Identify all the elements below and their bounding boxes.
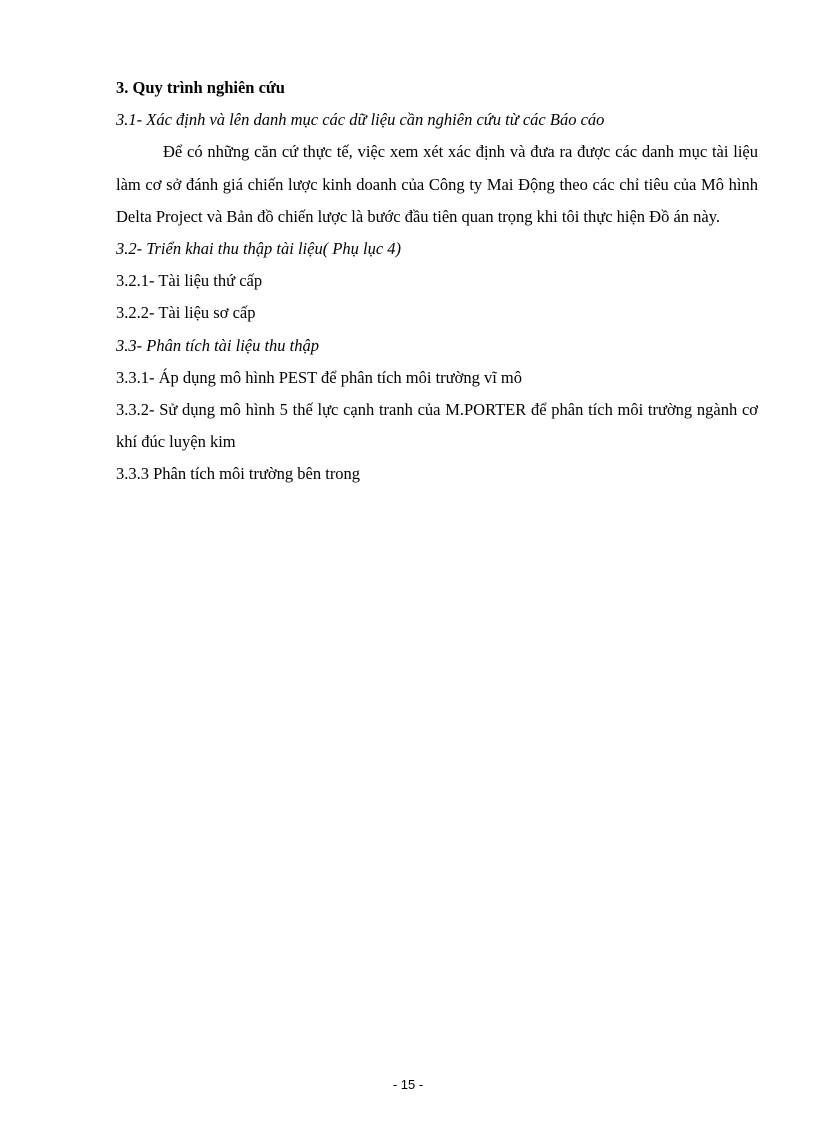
list-item-3-2-1: 3.2.1- Tài liệu thứ cấp <box>116 271 263 291</box>
subsection-3-1-paragraph: Để có những căn cứ thực tế, việc xem xét xác định và đưa ra được các danh mục tài liệu làm cơ sở đánh giá chiến lược kinh doanh của Công ty Mai Động theo các chỉ tiêu của Mô hình Delta Project và Bản đồ chiến lược là bước đầu tiên quan trọng khi tôi thực hiện Đồ án này. <box>116 142 758 226</box>
list-item-3-3-1: 3.3.1- Áp dụng mô hình PEST để phân tích môi trường vĩ mô <box>116 367 523 387</box>
list-item-3-3-2: 3.3.2- Sử dụng mô hình 5 thế lực cạnh tranh của M.PORTER để phân tích môi trường ngành cơ khí đúc luyện kim <box>116 400 758 452</box>
list-item-3-3-3: 3.3.3 Phân tích môi trường bên trong <box>116 464 361 484</box>
section-heading: 3. Quy trình nghiên cứu <box>116 78 285 97</box>
subsection-3-3-heading: 3.3- Phân tích tài liệu thu thập <box>116 335 320 355</box>
list-item-3-2-2: 3.2.2- Tài liệu sơ cấp <box>116 303 256 323</box>
subsection-3-1-heading: 3.1- Xác định và lên danh mục các dữ liệu cần nghiên cứu từ các Báo cáo <box>116 110 605 130</box>
subsection-3-2-heading: 3.2- Triển khai thu thập tài liệu( Phụ lục 4) <box>116 239 402 259</box>
page-content <box>116 72 758 491</box>
page-number: - 15 - <box>392 1077 424 1092</box>
